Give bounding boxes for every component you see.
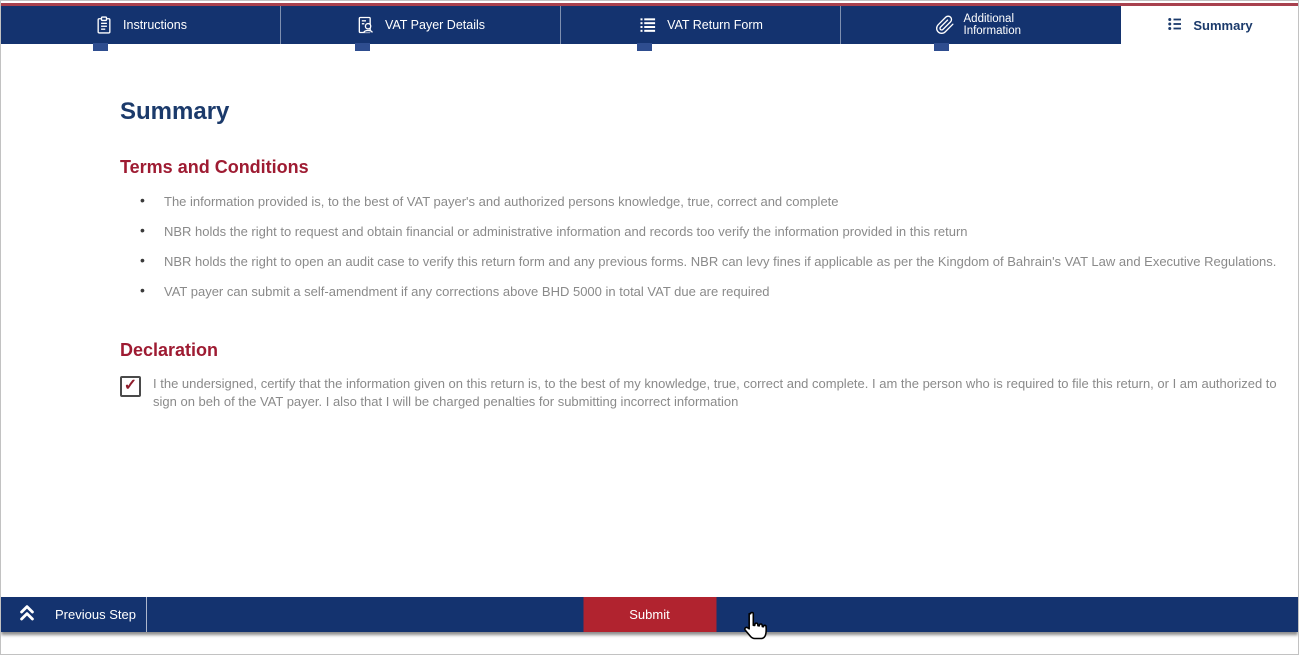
tab-label: Instructions [123,18,187,32]
previous-step-button[interactable] [1,597,147,632]
tab-label: VAT Payer Details [384,18,486,32]
declaration-checkbox[interactable] [120,376,141,397]
list-icon [638,15,658,35]
tab-label: Summary [1193,17,1253,33]
submit-button[interactable]: Submit [583,597,716,632]
terms-item: • The information provided is, to the best of VAT payer's and authorized persons knowledge, true, correct and complete [120,194,1290,209]
declaration-text: I the undersigned, certify that the information given on this return is, to the best of my knowledge, true, correct and complete. I am the person who is required to file this return, or I am authorized to sign on beh of the VAT payer. I also that I will be charged penalties for submitting incorrect information [153,376,1277,409]
previous-step-label: Previous Step [55,607,136,622]
clipboard-icon [94,15,114,35]
tab-notch [355,43,370,51]
tab-summary[interactable] [1121,6,1298,44]
tab-label: VAT Return Form [667,18,763,32]
terms-item: • NBR holds the right to request and obtain financial or administrative information and records too verify the information provided in this return [120,224,1290,239]
tab-additional-information[interactable] [841,6,1121,44]
tab-notch [93,43,108,51]
checkmark-icon: ✓ [123,376,138,394]
declaration-heading: Declaration [120,340,219,360]
tab-vat-return-form[interactable] [561,6,841,44]
tab-notch [637,43,652,51]
paperclip-icon [935,15,955,35]
tab-vat-payer-details[interactable] [281,6,561,44]
page-title: Summary [120,98,230,125]
payer-document-icon [356,15,376,35]
step-tab-bar [1,6,1298,44]
footer-action-bar [1,597,1298,632]
terms-item: • NBR holds the right to open an audit case to verify this return form and any previous forms. NBR can levy fines if applicable as per the Kingdom of Bahrain's VAT Law and Executive Regulations. [120,254,1290,269]
bullet-list-icon [1166,15,1184,36]
tab-notch [934,43,949,51]
terms-list [120,194,1290,299]
declaration-row [120,375,1290,410]
terms-heading: Terms and Conditions [120,157,309,177]
tab-instructions[interactable] [1,6,281,44]
tab-label: Additional Information [963,12,1022,37]
terms-item: • VAT payer can submit a self-amendment if any corrections above BHD 5000 in total VAT due are required [120,284,1290,299]
summary-page [120,98,1290,410]
double-chevron-up-icon [14,599,40,630]
